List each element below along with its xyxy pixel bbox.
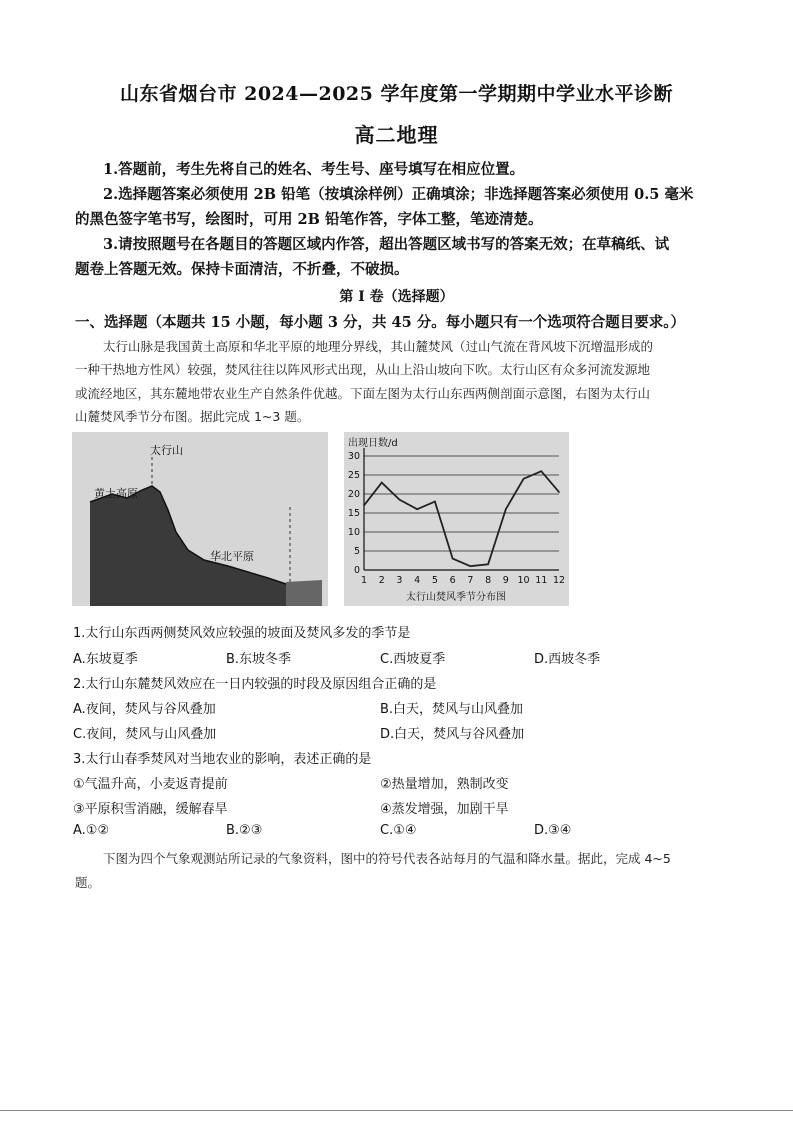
q2-option-b[interactable]: B.白天，焚风与山风叠加: [380, 702, 524, 717]
y-tick-label: 20: [347, 489, 360, 500]
q1-option-b[interactable]: B.东坡冬季: [226, 652, 292, 667]
x-tick-label: 8: [485, 575, 492, 586]
y-tick-label: 0: [353, 565, 360, 576]
q2-option-d[interactable]: D.白天，焚风与谷风叠加: [380, 727, 525, 742]
label-plain: 华北平原: [210, 550, 254, 563]
data-point: [470, 565, 472, 567]
x-tick-label: 10: [517, 575, 530, 586]
data-point: [452, 558, 454, 560]
foehn-chart-figure: [344, 432, 569, 606]
x-tick-label: 1: [360, 575, 368, 586]
q3-option-a[interactable]: A.①②: [73, 823, 110, 838]
y-tick-label: 5: [353, 546, 360, 557]
x-tick-label: 4: [414, 575, 421, 586]
data-point: [363, 505, 365, 507]
data-point: [540, 470, 542, 472]
label-mountain: [150, 443, 183, 457]
page-title: 山东省烟台市 2024—2025 学年度第一学期期中学业水平诊断: [120, 83, 673, 105]
x-tick-label: 9: [502, 575, 509, 586]
q3-statement-1: ①气温升高，小麦返青提前: [73, 777, 228, 792]
x-tick-label: 2: [378, 575, 385, 586]
intro-line-2: 一种干热地方性风）较强，焚风往往以阵风形式出现，从山上沿山坡向下吹。太行山区有众多河流发源地: [75, 362, 651, 377]
question-3-stem: 3.太行山春季焚风对当地农业的影响，表述正确的是: [73, 752, 372, 767]
section-title: 一、选择题（本题共 15 小题，每小题 3 分，共 45 分。每小题只有一个选项符合题目要求。）: [75, 314, 685, 331]
data-point: [487, 564, 489, 566]
instruction-3-cont: 题卷上答题无效。保持卡面清洁，不折叠，不破损。: [75, 261, 409, 278]
intro-line-1: 太行山脉是我国黄土高原和华北平原的地理分界线，其山麓焚风（过山气流在背风坡下沉增温形成的: [103, 339, 654, 354]
chart-ylabel: 出现日数/d: [348, 438, 398, 449]
q3-statement-4: ④蒸发增强，加剧干旱: [380, 802, 509, 817]
mountain-label: 太行山: [150, 444, 183, 457]
y-tick-label: 15: [347, 508, 360, 519]
data-point: [416, 508, 418, 510]
instruction-text: 3.请按照题号在各题目的答题区域内作答，超出答题区域书写的答案无效；在草稿纸、试: [103, 236, 670, 253]
instruction-text: 1.答题前，考生先将自己的姓名、考生号、座号填写在相应位置。: [103, 161, 525, 178]
q3-statement-3: ③平原积雪消融，缓解春旱: [73, 802, 228, 817]
chart-title: 太行山焚风季节分布图: [406, 592, 506, 603]
data-point: [523, 478, 525, 480]
x-tick-label: 5: [431, 575, 438, 586]
x-tick-label: 11: [535, 575, 548, 586]
question-1-stem: 1.太行山东西两侧焚风效应较强的坡面及焚风多发的季节是: [73, 626, 411, 641]
label-plateau: 黄土高原: [94, 487, 138, 500]
q3-statement-2: ②热量增加，熟制改变: [380, 777, 509, 792]
x-tick-label: 6: [449, 575, 456, 586]
cross-section-svg: [72, 432, 328, 606]
instruction-3: [75, 232, 725, 257]
q3-option-b[interactable]: B.②③: [226, 823, 263, 838]
next-intro-line-1: 下图为四个气象观测站所记录的气象资料，图中的符号代表各站每月的气温和降水量。据此，完成 4~5: [103, 851, 671, 866]
x-tick-label: 3: [396, 575, 403, 586]
data-point: [505, 508, 507, 510]
q3-option-c[interactable]: C.①④: [380, 823, 417, 838]
part-title: 第 I 卷（选择题）: [339, 289, 454, 305]
q2-option-c[interactable]: C.夜间，焚风与山风叠加: [73, 727, 217, 742]
question-2-stem: 2.太行山东麓焚风效应在一日内较强的时段及原因组合正确的是: [73, 677, 437, 692]
x-tick-label: 12: [552, 575, 566, 586]
q3-option-d[interactable]: D.③④: [534, 823, 572, 838]
data-point: [434, 501, 436, 503]
q2-option-a[interactable]: A.夜间，焚风与谷风叠加: [73, 702, 216, 717]
data-point: [558, 491, 560, 493]
x-tick-label: 7: [467, 575, 474, 586]
instruction-2: [75, 182, 725, 207]
q1-option-c[interactable]: C.西坡夏季: [380, 652, 446, 667]
y-tick-label: 10: [347, 527, 360, 538]
data-point: [399, 499, 401, 501]
foehn-chart: [344, 432, 569, 606]
intro-line-4: 山麓焚风季节分布图。据此完成 1~3 题。: [75, 409, 310, 424]
page-subtitle: 高二地理: [354, 123, 439, 147]
page-bottom-divider: [0, 1110, 793, 1111]
instruction-1: [75, 157, 725, 182]
cross-section-figure: [72, 432, 328, 606]
instruction-2-cont: 的黑色签字笔书写，绘图时，可用 2B 铅笔作答，字体工整，笔迹清楚。: [75, 211, 543, 228]
next-intro-line-2: 题。: [75, 875, 101, 890]
y-tick-label: 25: [347, 470, 360, 481]
q1-option-a[interactable]: A.东坡夏季: [73, 652, 138, 667]
intro-line-3: 或流经地区，其东麓地带农业生产自然条件优越。下面左图为太行山东西两侧剖面示意图，右图为太行山: [75, 386, 651, 401]
instruction-text: 2.选择题答案必须使用 2B 铅笔（按填涂样例）正确填涂；非选择题答案必须使用 0.5 毫米: [103, 186, 694, 203]
q1-option-d[interactable]: D.西坡冬季: [534, 652, 601, 667]
data-point: [381, 482, 383, 484]
y-tick-label: 30: [347, 451, 360, 462]
